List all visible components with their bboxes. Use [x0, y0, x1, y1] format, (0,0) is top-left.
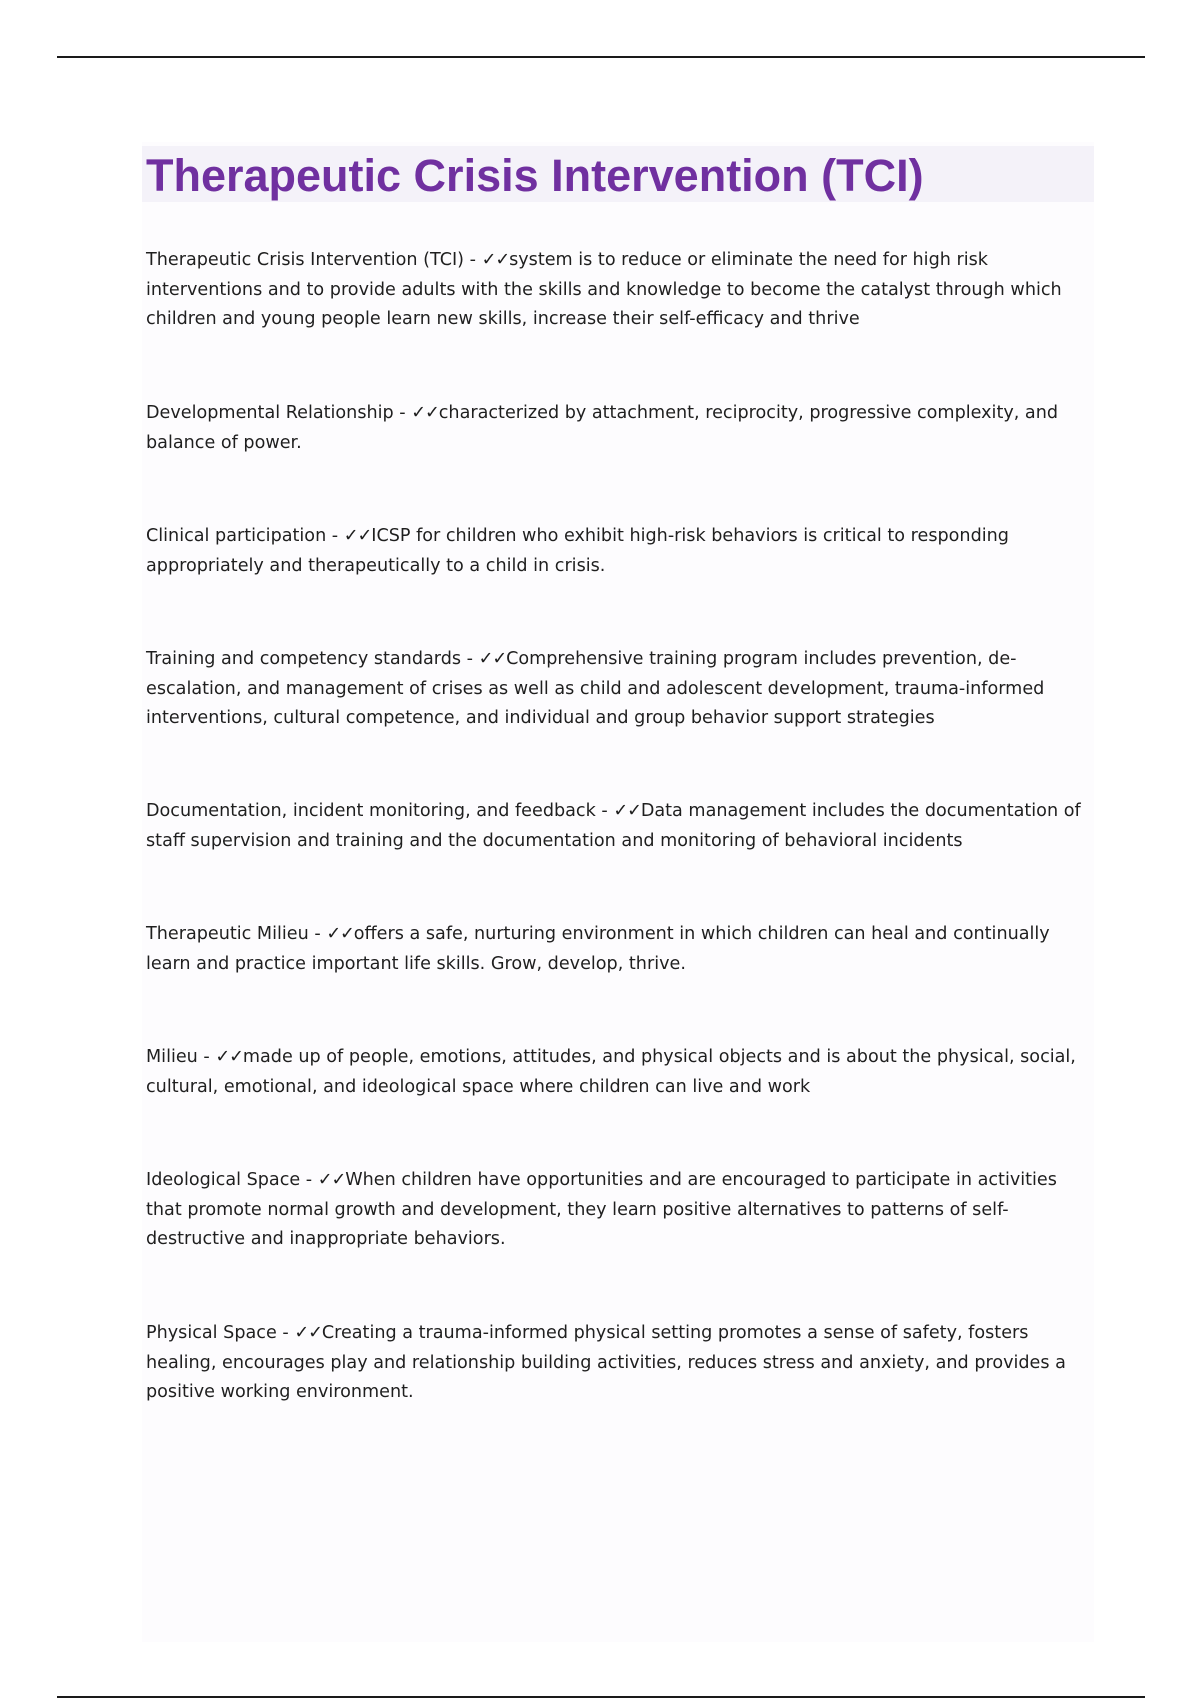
entry-separator: -	[393, 403, 412, 423]
entry-term: Documentation, incident monitoring, and feedback	[146, 801, 596, 821]
entry-definition: offers a safe, nurturing environment in which children can heal and continually learn and practice important life skills. Grow, develop, thrive.	[146, 924, 1050, 974]
entry-term: Therapeutic Crisis Intervention (TCI)	[146, 250, 465, 270]
entry-separator: -	[276, 1323, 295, 1343]
double-check-icon: ✓✓	[343, 526, 372, 546]
entry-separator: -	[300, 1170, 318, 1190]
double-check-icon: ✓✓	[215, 1047, 243, 1067]
entry-term: Clinical participation	[146, 526, 327, 546]
entry-separator: -	[197, 1047, 216, 1067]
double-check-icon: ✓✓	[411, 403, 439, 423]
entry	[146, 246, 1090, 335]
entry-definition: characterized by attachment, reciprocity, progressive complexity, and balance of power.	[146, 403, 1059, 453]
entry-term: Ideological Space	[146, 1170, 301, 1190]
entry-separator: -	[308, 924, 327, 944]
entry-definition: ICSP for children who exhibit high-risk behaviors is critical to responding appropriately and therapeutically to a child in crisis.	[146, 526, 1009, 576]
entry-separator: -	[464, 250, 482, 270]
entry	[146, 645, 1090, 734]
double-check-icon: ✓✓	[613, 801, 641, 821]
entry-term: Therapeutic Milieu	[146, 924, 309, 944]
document-title: Therapeutic Crisis Intervention (TCI)	[146, 150, 924, 201]
entry-definition: Data management includes the documentation of staff supervision and training and the documentation and monitoring of behavioral incidents	[146, 801, 1081, 851]
entry	[146, 1166, 1090, 1255]
entry-term: Milieu	[146, 1047, 198, 1067]
entry	[146, 920, 1090, 979]
entry-term: Training and competency standards	[146, 649, 462, 669]
entry	[146, 1043, 1090, 1102]
entry-separator: -	[461, 649, 479, 669]
entry-term: Developmental Relationship	[146, 403, 394, 423]
entry-separator: -	[326, 526, 344, 546]
double-check-icon: ✓✓	[294, 1323, 322, 1343]
header-rule	[57, 56, 1145, 58]
entry	[146, 797, 1090, 856]
entry-definition: Creating a trauma-informed physical setting promotes a sense of safety, fosters healing, encourages play and relationship building activities, reduces stress and anxiety, and provides a positive working environment.	[146, 1323, 1066, 1402]
entry-definition: Comprehensive training program includes prevention, de-escalation, and management of crises as well as child and adolescent development, trauma-informed interventions, cultural competence, and individual and group behavior support strategies	[146, 649, 1045, 728]
entry-definition: When children have opportunities and are encouraged to participate in activities that promote normal growth and development, they learn positive alternatives to patterns of self-destructive and inappropriate behaviors.	[146, 1170, 1057, 1249]
entry-term: Physical Space	[146, 1323, 277, 1343]
double-check-icon: ✓✓	[326, 924, 354, 944]
double-check-icon: ✓✓	[478, 649, 507, 669]
footer-rule	[57, 1696, 1145, 1698]
entry	[146, 399, 1090, 458]
double-check-icon: ✓✓	[317, 1170, 346, 1190]
entry-definition: system is to reduce or eliminate the need for high risk interventions and to provide adults with the skills and knowledge to become the catalyst through which children and young people learn new skills, increase their self-efficacy and thrive	[146, 250, 1062, 329]
double-check-icon: ✓✓	[481, 250, 510, 270]
entry	[146, 1319, 1090, 1408]
document-body	[142, 142, 1094, 1642]
entry-separator: -	[595, 801, 614, 821]
entry	[146, 522, 1090, 581]
entry-definition: made up of people, emotions, attitudes, and physical objects and is about the physical, social, cultural, emotional, and ideological space where children can live and work	[146, 1047, 1076, 1097]
title-banner	[142, 146, 1094, 202]
